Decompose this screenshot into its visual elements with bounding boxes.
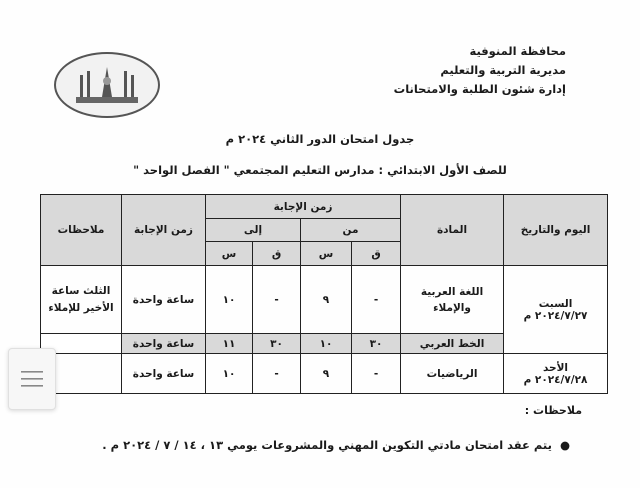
schedule-title: جدول امتحان الدور الثاني ٢٠٢٤ م — [225, 132, 415, 146]
header-answer-time: زمن الإجابة — [206, 195, 401, 219]
authority-header — [306, 42, 566, 99]
menu-button[interactable] — [8, 348, 56, 410]
header-duration: زمن الإجابة — [122, 195, 206, 266]
to-hour-cell: ١٠ — [206, 354, 253, 394]
header-to: إلى — [206, 219, 301, 242]
date-label: ٢٠٢٤/٧/٢٧ م — [523, 309, 588, 322]
header-to-minute: ق — [253, 242, 301, 266]
day-label: السبت — [538, 297, 573, 310]
notes-heading: ملاحظات : — [524, 404, 582, 417]
from-hour-cell: ١٠ — [301, 334, 352, 354]
department-line: إدارة شئون الطلبة والامتحانات — [393, 82, 566, 96]
schedule-subtitle: للصف الأول الابتدائي : مدارس التعليم المجتمعي " الفصل الواحد " — [133, 163, 507, 177]
header-to-hour: س — [206, 242, 253, 266]
day-label: الأحد — [542, 361, 569, 374]
to-hour-cell: ١٠ — [206, 266, 253, 334]
header-from-minute: ق — [352, 242, 401, 266]
emblem-icon — [72, 61, 142, 109]
row-day-date — [504, 354, 608, 394]
header-from-hour: س — [301, 242, 352, 266]
to-hour-cell: ١١ — [206, 334, 253, 354]
subject-cell: الرياضيات — [401, 354, 504, 394]
table-row — [41, 354, 608, 394]
row-day-date — [504, 266, 608, 354]
ministry-logo — [54, 52, 160, 118]
to-minute-cell: ٣٠ — [253, 334, 301, 354]
from-minute-cell: - — [352, 266, 401, 334]
subject-cell: اللغة العربية والإملاء — [401, 266, 504, 334]
note-cell: الثلث ساعة الأخير للإملاء — [41, 266, 122, 334]
date-label: ٢٠٢٤/٧/٢٨ م — [523, 373, 588, 386]
header-day-date: اليوم والتاريخ — [504, 195, 608, 266]
to-minute-cell: - — [253, 354, 301, 394]
header-subject: المادة — [401, 195, 504, 266]
bullet-icon: ● — [559, 438, 570, 452]
table-row — [41, 266, 608, 334]
duration-cell: ساعة واحدة — [122, 354, 206, 394]
exam-schedule-table — [40, 194, 608, 394]
subject-cell: الخط العربي — [401, 334, 504, 354]
governorate-line: محافظة المنوفية — [469, 44, 566, 58]
from-hour-cell: ٩ — [301, 266, 352, 334]
from-minute-cell: - — [352, 354, 401, 394]
from-hour-cell: ٩ — [301, 354, 352, 394]
to-minute-cell: - — [253, 266, 301, 334]
directorate-line: مديرية التربية والتعليم — [440, 63, 566, 77]
header-from: من — [301, 219, 401, 242]
duration-cell: ساعة واحدة — [122, 266, 206, 334]
hamburger-menu-icon — [20, 369, 44, 389]
note-bullet — [102, 438, 570, 452]
duration-cell: ساعة واحدة — [122, 334, 206, 354]
note-bullet-text: يتم عقد امتحان مادتي التكوين المهني والمشروعات يومي ١٣ ، ١٤ / ٧ / ٢٠٢٤ م . — [102, 438, 552, 452]
header-notes: ملاحظات — [41, 195, 122, 266]
from-minute-cell: ٣٠ — [352, 334, 401, 354]
